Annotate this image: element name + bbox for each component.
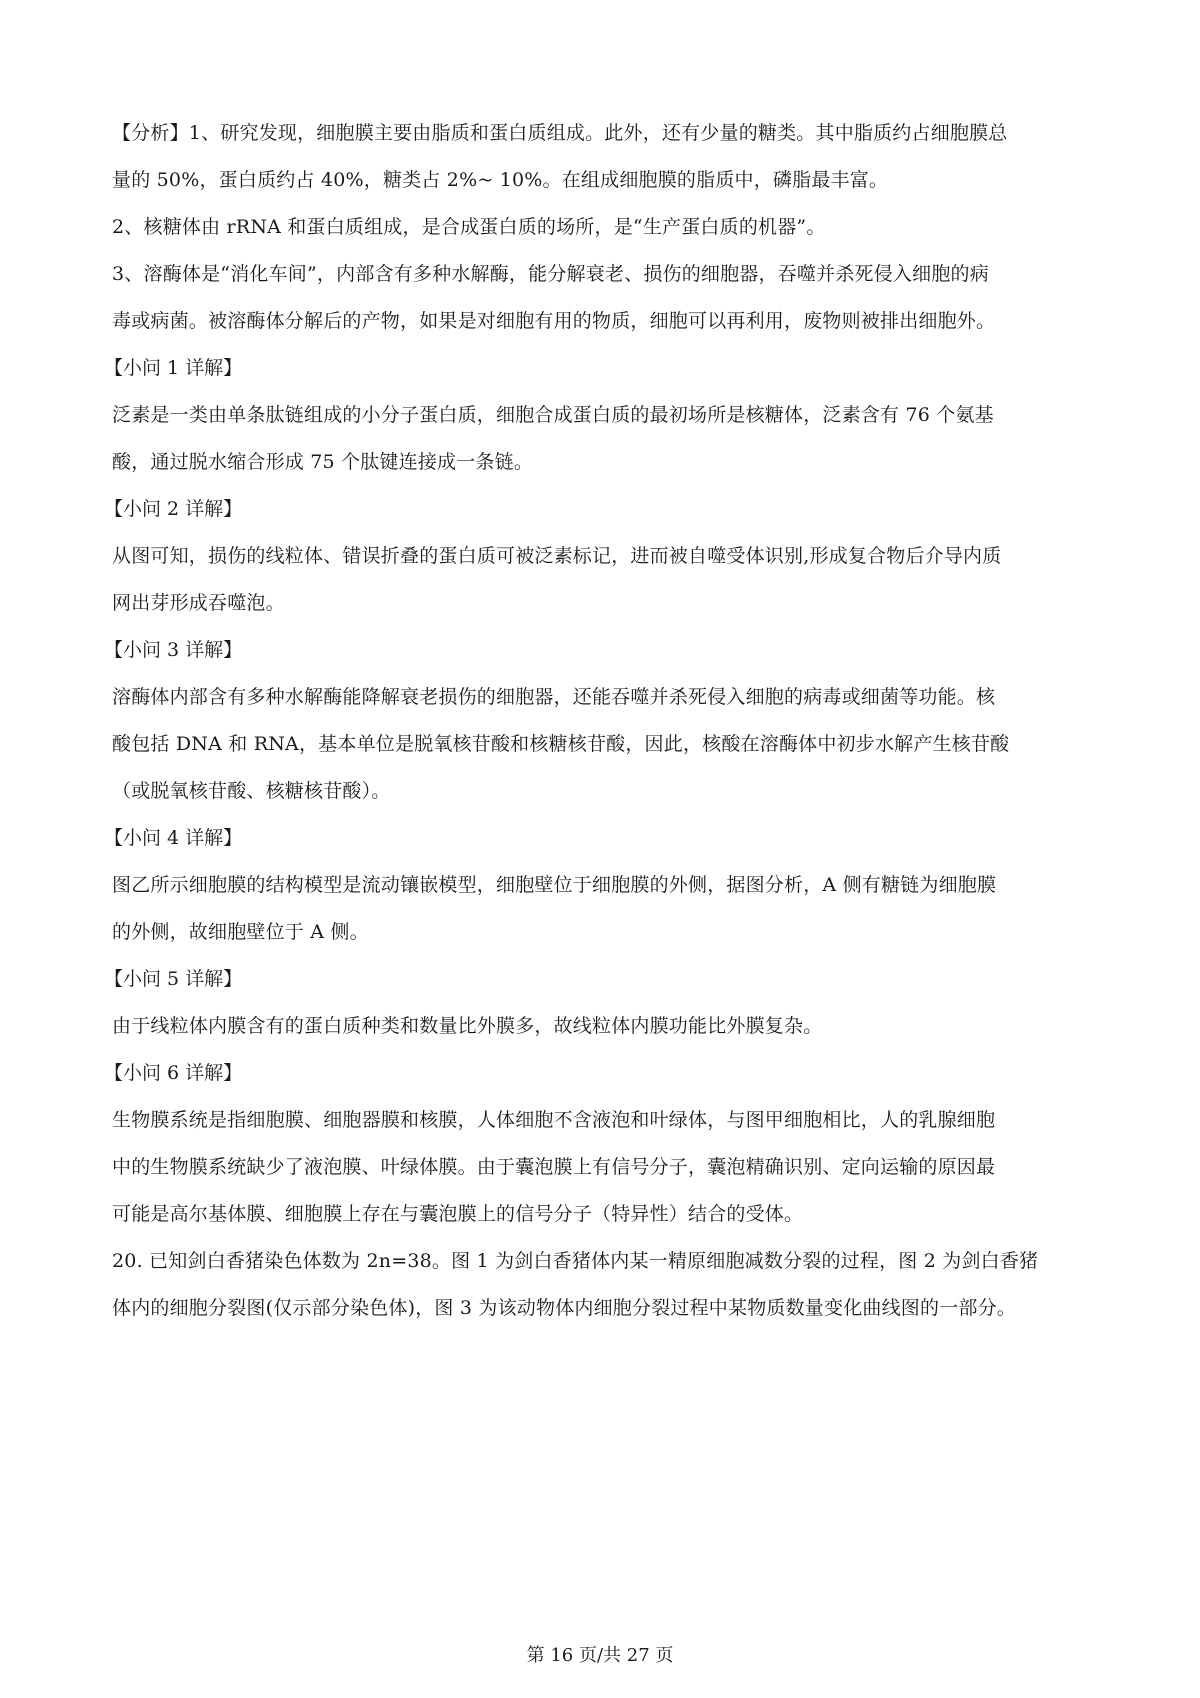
text-line: 溶酶体内部含有多种水解酶能降解衰老损伤的细胞器，还能吞噬并杀死侵入细胞的病毒或细菌等功能。核 — [112, 686, 996, 708]
paragraph-q5-body — [112, 1011, 1112, 1041]
paragraph-q6-body — [112, 1105, 1112, 1229]
text-line: 毒或病菌。被溶酶体分解后的产物，如果是对细胞有用的物质，细胞可以再利用，废物则被排出细胞外。 — [112, 310, 996, 332]
paragraph-q1-body — [112, 400, 1112, 477]
heading-text: 【小问 5 详解】 — [104, 968, 243, 990]
page-footer: 第 16 页/共 27 页 — [526, 1645, 674, 1666]
section-heading-q5-heading — [104, 964, 1112, 994]
text-line: 20. 已知剑白香猪染色体数为 2n=38。图 1 为剑白香猪体内某一精原细胞减数分裂的过程，图 2 为剑白香猪 — [112, 1250, 1039, 1272]
section-heading-q4-heading — [104, 823, 1112, 853]
text-line: 体内的细胞分裂图(仅示部分染色体)，图 3 为该动物体内细胞分裂过程中某物质数量变化曲线图的一部分。 — [112, 1297, 1016, 1319]
text-line: 生物膜系统是指细胞膜、细胞器膜和核膜，人体细胞不含液泡和叶绿体，与图甲细胞相比，人的乳腺细胞 — [112, 1109, 996, 1131]
text-line: 从图可知，损伤的线粒体、错误折叠的蛋白质可被泛素标记，进而被自噬受体识别,形成复合物后介导内质 — [112, 545, 1002, 567]
text-line: 酸包括 DNA 和 RNA，基本单位是脱氧核苷酸和核糖核苷酸，因此，核酸在溶酶体中初步水解产生核苷酸 — [112, 733, 1010, 755]
paragraph-q3-body — [112, 682, 1112, 806]
text-line: 酸，通过脱水缩合形成 75 个肽键连接成一条链。 — [112, 451, 534, 473]
heading-text: 【小问 2 详解】 — [104, 498, 243, 520]
paragraph-point-2 — [112, 212, 1112, 242]
section-heading-q6-heading — [104, 1058, 1112, 1088]
heading-text: 【小问 1 详解】 — [104, 357, 243, 379]
text-line: 中的生物膜系统缺少了液泡膜、叶绿体膜。由于囊泡膜上有信号分子，囊泡精确识别、定向运输的原因最 — [112, 1156, 996, 1178]
document-body — [104, 118, 1112, 1340]
text-line: 可能是高尔基体膜、细胞膜上存在与囊泡膜上的信号分子（特异性）结合的受体。 — [112, 1203, 804, 1225]
section-heading-q3-heading — [104, 635, 1112, 665]
paragraph-analysis — [112, 118, 1112, 195]
paragraph-point-3 — [112, 259, 1112, 336]
text-line: （或脱氧核苷酸、核糖核苷酸）。 — [112, 780, 391, 802]
text-line: 泛素是一类由单条肽链组成的小分子蛋白质，细胞合成蛋白质的最初场所是核糖体，泛素含有 76 个氨基 — [112, 404, 994, 426]
heading-text: 【小问 6 详解】 — [104, 1062, 243, 1084]
text-line: 图乙所示细胞膜的结构模型是流动镶嵌模型，细胞壁位于细胞膜的外侧，据图分析，A 侧有糖链为细胞膜 — [112, 874, 997, 896]
paragraph-q2-body — [112, 541, 1112, 618]
text-line: 2、核糖体由 rRNA 和蛋白质组成，是合成蛋白质的场所，是“生产蛋白质的机器”。 — [112, 216, 826, 238]
text-line: 【分析】1、研究发现，细胞膜主要由脂质和蛋白质组成。此外，还有少量的糖类。其中脂质约占细胞膜总 — [112, 122, 1008, 144]
text-line: 的外侧，故细胞壁位于 A 侧。 — [112, 921, 369, 943]
heading-text: 【小问 4 详解】 — [104, 827, 243, 849]
section-heading-q1-heading — [104, 353, 1112, 383]
paragraph-question-20 — [112, 1246, 1112, 1323]
heading-text: 【小问 3 详解】 — [104, 639, 243, 661]
section-heading-q2-heading — [104, 494, 1112, 524]
text-line: 网出芽形成吞噬泡。 — [112, 592, 285, 614]
paragraph-q4-body — [112, 870, 1112, 947]
text-line: 3、溶酶体是“消化车间”，内部含有多种水解酶，能分解衰老、损伤的细胞器，吞噬并杀死侵入细胞的病 — [112, 263, 989, 285]
text-line: 量的 50%，蛋白质约占 40%，糖类占 2%~ 10%。在组成细胞膜的脂质中，磷脂最丰富。 — [112, 169, 889, 191]
text-line: 由于线粒体内膜含有的蛋白质种类和数量比外膜多，故线粒体内膜功能比外膜复杂。 — [112, 1015, 823, 1037]
